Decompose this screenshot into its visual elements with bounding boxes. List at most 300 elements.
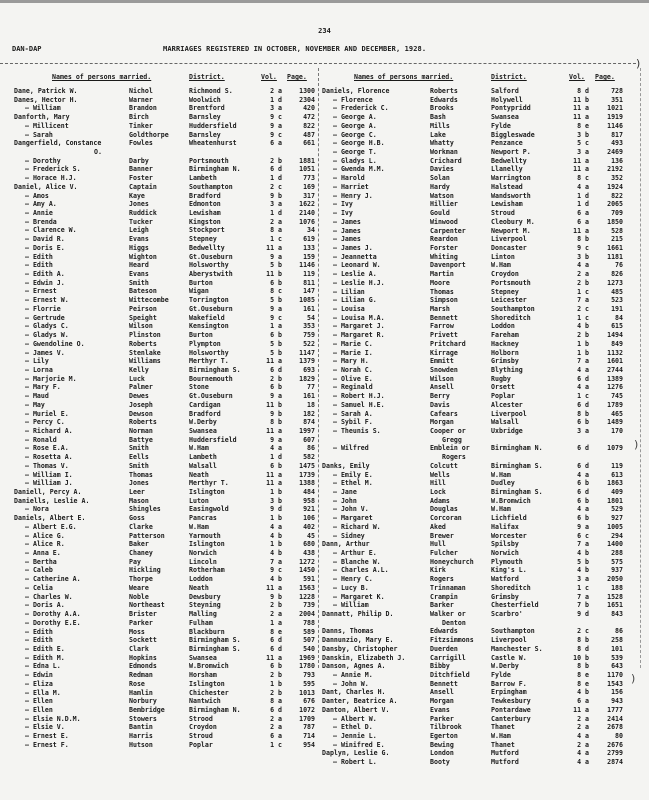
page-ref bbox=[282, 218, 315, 227]
volume bbox=[260, 296, 282, 305]
volume-text: 9 d bbox=[577, 610, 589, 619]
table-row bbox=[320, 87, 636, 96]
volume-text: 1 c bbox=[577, 583, 589, 592]
spouse-surname bbox=[129, 523, 153, 532]
volume-text: 11 a bbox=[266, 357, 282, 366]
page-ref bbox=[282, 566, 315, 575]
district bbox=[189, 226, 225, 235]
surname-forename bbox=[14, 723, 65, 732]
page-ref-text: 817 bbox=[611, 130, 623, 139]
surname-forename bbox=[322, 558, 381, 567]
volume bbox=[260, 741, 282, 750]
page-ref-text: 529 bbox=[611, 505, 623, 514]
volume bbox=[567, 96, 589, 105]
spouse-surname-text: Marsh bbox=[430, 304, 450, 313]
spouse-surname bbox=[129, 671, 153, 680]
spouse-surname-text: Morgan bbox=[430, 418, 454, 427]
surname-forename bbox=[322, 227, 361, 236]
surname-forename bbox=[14, 218, 57, 227]
volume bbox=[567, 366, 589, 375]
district bbox=[189, 287, 209, 296]
surname-forename-text: — Louisa M.A. bbox=[333, 313, 385, 322]
district-text: Swansea bbox=[189, 653, 217, 662]
volume bbox=[260, 723, 282, 732]
surname-forename-text: — Winifred E. bbox=[333, 740, 385, 749]
district bbox=[189, 462, 217, 471]
volume-text: 6 c bbox=[577, 531, 589, 540]
page-ref-text: 1228 bbox=[299, 592, 315, 601]
spouse-surname bbox=[430, 96, 458, 105]
table-row bbox=[320, 549, 636, 558]
district bbox=[491, 671, 511, 680]
district-text: Merthyr T. bbox=[189, 479, 229, 488]
district bbox=[189, 113, 221, 122]
surname-forename bbox=[14, 200, 57, 209]
surname-forename-text: — Leslie H.J. bbox=[333, 278, 385, 287]
table-row bbox=[320, 261, 636, 270]
spouse-surname-text: Lock bbox=[430, 487, 446, 496]
page-ref-text: 86 bbox=[307, 444, 315, 453]
district-text: Warrington bbox=[491, 174, 531, 183]
surname-forename bbox=[322, 671, 373, 680]
page-ref-text: 1146 bbox=[607, 121, 623, 130]
district-text: Edmonton bbox=[189, 200, 221, 209]
page-ref bbox=[282, 349, 315, 358]
spouse-surname bbox=[430, 349, 458, 358]
district-text: Cardigan bbox=[189, 400, 221, 409]
page-ref bbox=[589, 148, 623, 157]
district-text: Penzance bbox=[491, 139, 523, 148]
spouse-surname-text: Noble bbox=[129, 592, 149, 601]
surname-forename bbox=[322, 427, 381, 436]
surname-forename-text: Danforth, Mary bbox=[14, 113, 70, 122]
spouse-surname bbox=[129, 183, 157, 192]
district bbox=[189, 165, 241, 174]
spouse-surname bbox=[430, 322, 454, 331]
surname-forename bbox=[322, 444, 369, 453]
page-ref-text: 1924 bbox=[607, 182, 623, 191]
district-text: Barnsley bbox=[189, 113, 221, 122]
surname-forename-text: — Ernest W. bbox=[25, 296, 69, 305]
volume-text: 9 c bbox=[270, 113, 282, 122]
volume-text: 11 a bbox=[573, 165, 589, 174]
volume-text: 6 d bbox=[577, 374, 589, 383]
page-ref-text: 2140 bbox=[299, 209, 315, 218]
district bbox=[189, 610, 217, 619]
surname-forename bbox=[322, 680, 369, 689]
spouse-surname-text: Brister bbox=[129, 610, 157, 619]
volume bbox=[260, 349, 282, 358]
table-row bbox=[12, 540, 314, 549]
volume-text: 6 d bbox=[270, 705, 282, 714]
district bbox=[189, 410, 221, 419]
spouse-surname-text: Goldthorpe bbox=[129, 130, 169, 139]
surname-forename bbox=[14, 261, 53, 270]
district-text: Stockport bbox=[189, 226, 225, 235]
volume-text: 1 d bbox=[577, 200, 589, 209]
page-ref-text: 927 bbox=[611, 514, 623, 523]
district bbox=[189, 253, 233, 262]
table-row bbox=[12, 444, 314, 453]
table-row bbox=[12, 610, 314, 619]
district bbox=[189, 157, 229, 166]
spouse-surname-text: Wittecombe bbox=[129, 296, 169, 305]
spouse-surname-text: Douglas bbox=[430, 505, 458, 514]
volume bbox=[260, 218, 282, 227]
surname-forename bbox=[322, 749, 390, 758]
table-row bbox=[12, 244, 314, 253]
volume bbox=[567, 601, 589, 610]
volume bbox=[567, 331, 589, 340]
surname-forename bbox=[14, 314, 65, 323]
surname-forename bbox=[14, 654, 65, 663]
district bbox=[491, 505, 511, 514]
volume-text: 5 b bbox=[270, 261, 282, 270]
spouse-surname-text: Bennett bbox=[430, 313, 458, 322]
table-row bbox=[320, 322, 636, 331]
spouse-surname bbox=[430, 270, 454, 279]
page-ref bbox=[282, 523, 315, 532]
volume-text: 2 c bbox=[270, 182, 282, 191]
volume-text: 11 a bbox=[573, 226, 589, 235]
district-text: Richmond S. bbox=[189, 87, 233, 95]
district-text: Swansea bbox=[189, 426, 217, 435]
volume-text: 4 a bbox=[270, 444, 282, 453]
volume-text: 4 a bbox=[577, 505, 589, 514]
surname-forename bbox=[14, 523, 77, 532]
page-ref bbox=[282, 296, 315, 305]
volume-text: 9 b bbox=[270, 409, 282, 418]
volume bbox=[567, 645, 589, 654]
surname-forename bbox=[14, 279, 65, 288]
district-text: Poplar bbox=[491, 392, 515, 401]
district bbox=[491, 654, 527, 663]
page-ref bbox=[282, 488, 315, 497]
page-ref bbox=[589, 139, 623, 148]
page-ref bbox=[282, 601, 315, 610]
page-ref bbox=[589, 279, 623, 288]
table-row bbox=[320, 209, 636, 218]
volume-text: 6 b bbox=[577, 479, 589, 488]
table-row bbox=[12, 314, 314, 323]
surname-forename bbox=[14, 444, 69, 453]
surname-forename bbox=[322, 505, 369, 514]
district-text: Norwich bbox=[491, 549, 519, 557]
district bbox=[189, 514, 217, 523]
spouse-surname-text: Captain bbox=[129, 182, 157, 191]
district bbox=[189, 244, 225, 253]
spouse-surname bbox=[129, 383, 153, 392]
surname-forename bbox=[14, 401, 45, 410]
page-ref bbox=[282, 505, 315, 514]
spouse-surname bbox=[129, 113, 149, 122]
volume bbox=[567, 87, 589, 96]
spouse-surname-text: Winwood bbox=[430, 217, 458, 226]
surname-forename-text: Daniels, Albert E. bbox=[14, 514, 86, 523]
district-text: Croydon bbox=[491, 270, 519, 279]
surname-forename bbox=[14, 505, 49, 514]
spouse-surname-text: Heard bbox=[129, 261, 149, 270]
spouse-surname bbox=[430, 104, 454, 113]
surname-forename bbox=[14, 104, 61, 113]
page-ref bbox=[589, 174, 623, 183]
district-text: Fylde bbox=[491, 121, 511, 130]
page-ref-text: 680 bbox=[303, 540, 315, 549]
district bbox=[189, 619, 213, 628]
district-text: Southampton bbox=[491, 304, 535, 313]
page-ref bbox=[589, 758, 623, 767]
page-ref-text: 745 bbox=[611, 392, 623, 401]
table-row bbox=[12, 654, 314, 663]
volume bbox=[260, 505, 282, 514]
right-column bbox=[320, 73, 636, 767]
page-ref bbox=[589, 375, 623, 384]
spouse-surname-text: Brandon bbox=[129, 104, 157, 113]
surname-forename-text: — James bbox=[333, 217, 361, 226]
volume bbox=[260, 235, 282, 244]
spouse-surname bbox=[129, 601, 165, 610]
page-ref bbox=[282, 680, 315, 689]
volume-text: 11 a bbox=[573, 705, 589, 714]
district bbox=[491, 357, 519, 366]
surname-forename-text: — Lilian G. bbox=[333, 296, 377, 305]
district-text: Torrington bbox=[189, 296, 229, 305]
page-ref bbox=[282, 436, 315, 445]
table-row bbox=[12, 497, 314, 506]
spouse-surname-text: Tilbrook bbox=[430, 723, 462, 732]
table-row bbox=[12, 697, 314, 706]
page-ref-text: 119 bbox=[611, 461, 623, 470]
district bbox=[491, 575, 519, 584]
spouse-surname-text: Edmonds bbox=[129, 662, 157, 671]
page-ref-text: 1146 bbox=[299, 261, 315, 270]
page-ref bbox=[589, 270, 623, 279]
volume-text: 6 a bbox=[270, 139, 282, 148]
page-ref-text: 80 bbox=[615, 732, 623, 741]
spouse-surname-text: Northeast bbox=[129, 601, 165, 610]
spouse-surname bbox=[430, 331, 458, 340]
volume bbox=[260, 157, 282, 166]
surname-forename-text: — Harriet bbox=[333, 182, 369, 191]
spouse-surname-text: Parker bbox=[430, 714, 454, 723]
district-text: W.Ham bbox=[491, 732, 511, 741]
page-ref-text: 615 bbox=[611, 322, 623, 331]
spouse-surname bbox=[430, 314, 458, 323]
surname-forename-text: — Brenda bbox=[25, 217, 57, 226]
volume bbox=[260, 689, 282, 698]
spouse-surname-text: Walker or bbox=[430, 610, 466, 619]
district-text: Islington bbox=[189, 679, 225, 688]
volume bbox=[567, 471, 589, 480]
table-row bbox=[320, 331, 636, 340]
surname-forename bbox=[322, 131, 377, 140]
page-ref bbox=[589, 444, 623, 453]
volume-text: 7 a bbox=[577, 540, 589, 549]
spouse-surname-text: Duerden bbox=[430, 644, 458, 653]
volume bbox=[567, 340, 589, 349]
page-ref-text: 523 bbox=[611, 296, 623, 305]
volume-text: 8 e bbox=[577, 679, 589, 688]
district bbox=[491, 288, 519, 297]
surname-forename-text: — Nora bbox=[25, 505, 49, 514]
volume bbox=[567, 671, 589, 680]
table-row bbox=[12, 706, 314, 715]
surname-forename bbox=[14, 357, 49, 366]
district bbox=[491, 366, 523, 375]
page-ref bbox=[589, 566, 623, 575]
volume-text: 3 a bbox=[577, 148, 589, 157]
spouse-surname bbox=[430, 715, 454, 724]
surname-forename bbox=[322, 471, 373, 480]
page-ref bbox=[589, 697, 623, 706]
page-ref bbox=[589, 366, 623, 375]
surname-forename-text: — Harold bbox=[333, 174, 365, 183]
district-text: Lambeth bbox=[189, 453, 217, 462]
volume bbox=[260, 427, 282, 436]
district-text: Birmingham N. bbox=[491, 444, 543, 453]
page-ref bbox=[589, 244, 623, 253]
volume-text: 2 b bbox=[270, 671, 282, 680]
spouse-surname-text: Bennett bbox=[430, 679, 458, 688]
surname-forename bbox=[322, 523, 381, 532]
surname-forename-text: — Florence bbox=[333, 95, 373, 104]
page-ref-text: 352 bbox=[611, 174, 623, 183]
district-text: Salford bbox=[491, 87, 519, 95]
spouse-surname-text: Farrow bbox=[430, 322, 454, 331]
spouse-surname-text: Clark bbox=[129, 644, 149, 653]
surname-forename bbox=[322, 253, 377, 262]
spouse-surname-text: Whatty bbox=[430, 139, 454, 148]
surname-forename-text: — Theunis S. bbox=[333, 427, 381, 436]
volume-text: 5 c bbox=[577, 139, 589, 148]
volume bbox=[260, 523, 282, 532]
volume bbox=[567, 610, 589, 619]
spouse-surname-text: Workman bbox=[430, 148, 458, 157]
volume bbox=[567, 383, 589, 392]
district bbox=[189, 723, 217, 732]
table-row bbox=[12, 200, 314, 209]
page-ref bbox=[589, 427, 623, 436]
page-ref bbox=[282, 235, 315, 244]
spouse-surname bbox=[430, 183, 450, 192]
table-row bbox=[320, 305, 636, 314]
spouse-surname bbox=[129, 401, 153, 410]
page-ref bbox=[282, 628, 315, 637]
volume-text: 4 a bbox=[577, 366, 589, 374]
page-ref bbox=[589, 157, 623, 166]
volume-text: 8 c bbox=[270, 287, 282, 296]
page-ref-text: 1079 bbox=[607, 444, 623, 453]
page-ref bbox=[282, 636, 315, 645]
table-row bbox=[320, 532, 636, 541]
spouse-surname-text: Foster bbox=[129, 174, 153, 183]
district-text: Pancras bbox=[189, 514, 217, 523]
spouse-surname-text: Leigh bbox=[129, 226, 149, 235]
page-ref bbox=[282, 270, 315, 279]
volume-text: 4 a bbox=[270, 522, 282, 531]
table-row bbox=[320, 479, 636, 488]
surname-forename bbox=[322, 392, 385, 401]
page-ref bbox=[282, 654, 315, 663]
page-ref bbox=[589, 349, 623, 358]
page-ref-text: 215 bbox=[611, 235, 623, 244]
table-row bbox=[320, 192, 636, 201]
district-text: Newport P. bbox=[491, 148, 531, 157]
table-row bbox=[12, 558, 314, 567]
district-text: Holsworthy bbox=[189, 261, 229, 270]
district-text: Stroud bbox=[189, 732, 213, 741]
district-text: Tewkesbury bbox=[491, 697, 531, 706]
spouse-surname-text: Tinker bbox=[129, 121, 153, 130]
surname-forename bbox=[14, 349, 65, 358]
surname-forename-text: — Ernest F. bbox=[25, 740, 69, 749]
district-text: Shoreditch bbox=[491, 313, 531, 322]
district bbox=[491, 331, 519, 340]
table-row bbox=[320, 636, 636, 645]
volume-text: 1 c bbox=[577, 287, 589, 296]
surname-forename-text: — Ronald bbox=[25, 435, 57, 444]
surname-forename bbox=[14, 366, 53, 375]
spouse-surname bbox=[129, 122, 153, 131]
volume-text: 4 b bbox=[270, 575, 282, 584]
spouse-surname bbox=[129, 436, 153, 445]
page-ref-text: 2004 bbox=[299, 610, 315, 619]
surname-forename bbox=[322, 340, 373, 349]
district bbox=[189, 183, 233, 192]
table-row bbox=[320, 131, 636, 140]
spouse-surname bbox=[430, 244, 458, 253]
volume bbox=[567, 244, 589, 253]
district-text: Halstead bbox=[491, 182, 523, 191]
spouse-surname-text: Smith bbox=[129, 461, 149, 470]
spouse-surname-text: Smith bbox=[129, 278, 149, 287]
spouse-surname-text: Williams bbox=[129, 357, 161, 366]
page-ref bbox=[282, 462, 315, 471]
page-ref bbox=[282, 305, 315, 314]
surname-forename-text: — Sarah A. bbox=[333, 409, 373, 418]
page-ref-text: 2414 bbox=[607, 714, 623, 723]
surname-forename bbox=[14, 192, 49, 201]
volume bbox=[567, 288, 589, 297]
index-range: DAN-DAP bbox=[12, 45, 42, 53]
page-ref-text: 77 bbox=[307, 383, 315, 392]
volume bbox=[567, 122, 589, 131]
spouse-surname-text: Bibby bbox=[430, 662, 450, 671]
spouse-surname bbox=[430, 627, 458, 636]
volume bbox=[260, 401, 282, 410]
volume bbox=[260, 497, 282, 506]
surname-forename-text: — Robert L. bbox=[333, 758, 377, 767]
district-text: Lewisham bbox=[491, 200, 523, 209]
surname-forename bbox=[322, 479, 373, 488]
volume-text: 7 a bbox=[577, 592, 589, 601]
volume-text: 7 a bbox=[577, 357, 589, 366]
surname-forename bbox=[322, 410, 373, 419]
surname-forename bbox=[322, 566, 389, 575]
volume-text: 9 d bbox=[270, 505, 282, 514]
volume bbox=[260, 549, 282, 558]
surname-forename bbox=[14, 479, 73, 488]
surname-forename-text: — Edith E. bbox=[25, 644, 65, 653]
volume-text: 8 a bbox=[270, 697, 282, 706]
volume-text: 2 b bbox=[577, 331, 589, 340]
surname-forename-text: Daniell, Percy A. bbox=[14, 488, 82, 497]
surname-forename-text: — Edna L. bbox=[25, 662, 61, 671]
spouse-surname bbox=[129, 479, 149, 488]
page-ref-text: 2192 bbox=[607, 165, 623, 174]
district-text: Wigan bbox=[189, 287, 209, 296]
district-text: W.Ham bbox=[189, 444, 209, 453]
